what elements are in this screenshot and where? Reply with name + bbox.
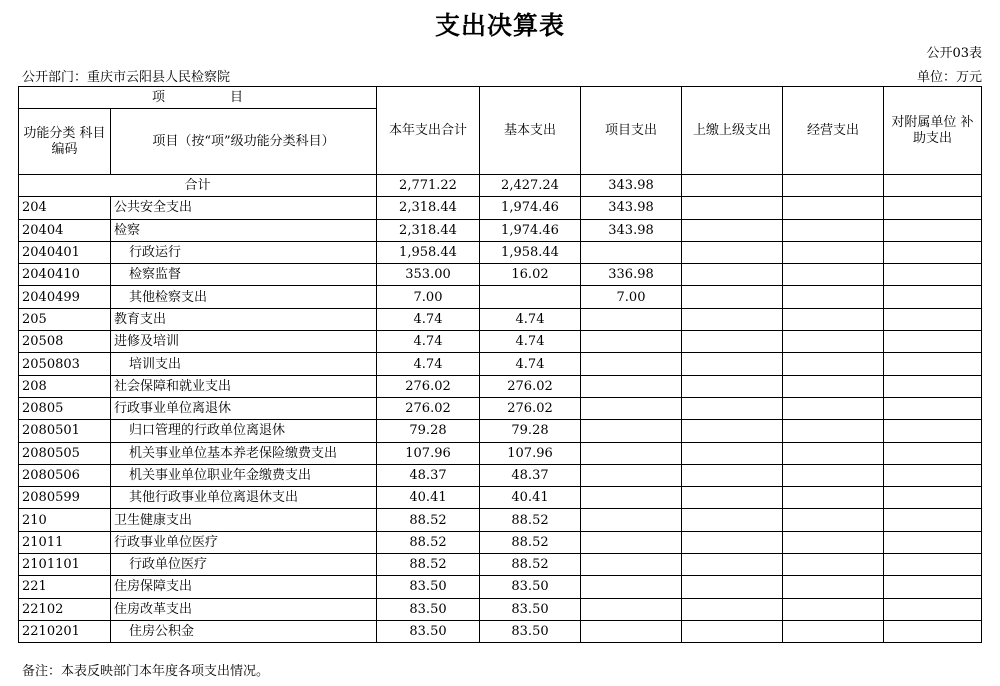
table-row <box>19 241 982 263</box>
header-upper: 上缴上级支出 <box>682 87 783 175</box>
cell-business <box>783 531 884 553</box>
cell-basic: 16.02 <box>480 264 581 286</box>
cell-upper <box>682 375 783 397</box>
cell-name: 社会保障和就业支出 <box>111 375 377 397</box>
table-row <box>19 353 982 375</box>
table-row <box>19 308 982 330</box>
cell-code: 208 <box>19 375 111 397</box>
cell-basic: 88.52 <box>480 554 581 576</box>
total-business <box>783 175 884 197</box>
cell-business <box>783 576 884 598</box>
cell-subsidy <box>884 576 982 598</box>
cell-project: 7.00 <box>581 286 682 308</box>
cell-total: 83.50 <box>377 620 480 642</box>
cell-upper <box>682 197 783 219</box>
cell-name: 进修及培训 <box>111 331 377 353</box>
cell-project <box>581 353 682 375</box>
cell-code: 204 <box>19 197 111 219</box>
cell-subsidy <box>884 219 982 241</box>
cell-code: 210 <box>19 509 111 531</box>
cell-basic: 83.50 <box>480 620 581 642</box>
cell-project <box>581 375 682 397</box>
cell-subsidy <box>884 241 982 263</box>
table-row <box>19 509 982 531</box>
header-func-name: 项目（按“项”级功能分类科目） <box>111 109 377 175</box>
cell-project <box>581 397 682 419</box>
table-row <box>19 598 982 620</box>
table-row <box>19 487 982 509</box>
cell-code: 2080599 <box>19 487 111 509</box>
cell-project <box>581 531 682 553</box>
cell-name: 检察 <box>111 219 377 241</box>
cell-business <box>783 420 884 442</box>
cell-total: 2,318.44 <box>377 219 480 241</box>
cell-name: 机关事业单位基本养老保险缴费支出 <box>111 442 377 464</box>
cell-upper <box>682 464 783 486</box>
cell-subsidy <box>884 531 982 553</box>
cell-basic: 276.02 <box>480 397 581 419</box>
cell-business <box>783 554 884 576</box>
cell-code: 2040499 <box>19 286 111 308</box>
cell-subsidy <box>884 264 982 286</box>
cell-subsidy <box>884 554 982 576</box>
cell-project: 343.98 <box>581 197 682 219</box>
cell-subsidy <box>884 331 982 353</box>
cell-basic: 4.74 <box>480 331 581 353</box>
cell-project <box>581 620 682 642</box>
table-row <box>19 531 982 553</box>
cell-total: 79.28 <box>377 420 480 442</box>
cell-business <box>783 264 884 286</box>
cell-subsidy <box>884 308 982 330</box>
cell-upper <box>682 554 783 576</box>
cell-subsidy <box>884 286 982 308</box>
cell-name: 卫生健康支出 <box>111 509 377 531</box>
header-project-exp: 项目支出 <box>581 87 682 175</box>
table-row <box>19 397 982 419</box>
cell-code: 2040410 <box>19 264 111 286</box>
header-subsidy: 对附属单位 补助支出 <box>884 87 982 175</box>
cell-business <box>783 197 884 219</box>
table-row <box>19 554 982 576</box>
cell-subsidy <box>884 620 982 642</box>
cell-name: 行政单位医疗 <box>111 554 377 576</box>
page-title: 支出决算表 <box>434 11 565 40</box>
cell-basic: 1,958.44 <box>480 241 581 263</box>
cell-subsidy <box>884 397 982 419</box>
cell-total: 4.74 <box>377 353 480 375</box>
cell-upper <box>682 420 783 442</box>
cell-basic <box>480 286 581 308</box>
cell-business <box>783 286 884 308</box>
table-row <box>19 420 982 442</box>
header-project: 项 目 <box>19 87 377 109</box>
cell-name: 行政事业单位离退休 <box>111 397 377 419</box>
header-basic: 基本支出 <box>480 87 581 175</box>
cell-business <box>783 397 884 419</box>
cell-business <box>783 308 884 330</box>
cell-business <box>783 375 884 397</box>
cell-basic: 79.28 <box>480 420 581 442</box>
cell-code: 2080506 <box>19 464 111 486</box>
cell-upper <box>682 598 783 620</box>
cell-name: 住房改革支出 <box>111 598 377 620</box>
cell-code: 221 <box>19 576 111 598</box>
cell-subsidy <box>884 598 982 620</box>
cell-name: 检察监督 <box>111 264 377 286</box>
cell-name: 培训支出 <box>111 353 377 375</box>
cell-upper <box>682 308 783 330</box>
cell-business <box>783 598 884 620</box>
cell-project <box>581 487 682 509</box>
cell-subsidy <box>884 353 982 375</box>
total-label: 合计 <box>19 175 377 197</box>
cell-total: 4.74 <box>377 331 480 353</box>
cell-business <box>783 487 884 509</box>
cell-project <box>581 331 682 353</box>
cell-project <box>581 554 682 576</box>
cell-total: 276.02 <box>377 375 480 397</box>
expenditure-table <box>18 86 982 643</box>
cell-code: 20404 <box>19 219 111 241</box>
total-subsidy <box>884 175 982 197</box>
cell-business <box>783 464 884 486</box>
table-row <box>19 219 982 241</box>
cell-total: 276.02 <box>377 397 480 419</box>
cell-business <box>783 509 884 531</box>
cell-basic: 4.74 <box>480 353 581 375</box>
cell-subsidy <box>884 464 982 486</box>
table-row <box>19 264 982 286</box>
cell-upper <box>682 286 783 308</box>
cell-project <box>581 308 682 330</box>
table-row <box>19 576 982 598</box>
cell-upper <box>682 576 783 598</box>
cell-total: 88.52 <box>377 554 480 576</box>
cell-name: 行政事业单位医疗 <box>111 531 377 553</box>
table-row <box>19 442 982 464</box>
cell-basic: 88.52 <box>480 531 581 553</box>
cell-business <box>783 353 884 375</box>
cell-subsidy <box>884 375 982 397</box>
cell-subsidy <box>884 420 982 442</box>
table-row <box>19 331 982 353</box>
cell-upper <box>682 353 783 375</box>
total-row <box>19 175 982 197</box>
cell-code: 22102 <box>19 598 111 620</box>
cell-name: 公共安全支出 <box>111 197 377 219</box>
cell-total: 107.96 <box>377 442 480 464</box>
header-business: 经营支出 <box>783 87 884 175</box>
cell-code: 2040401 <box>19 241 111 263</box>
cell-code: 20508 <box>19 331 111 353</box>
cell-upper <box>682 331 783 353</box>
cell-basic: 4.74 <box>480 308 581 330</box>
cell-total: 88.52 <box>377 531 480 553</box>
cell-upper <box>682 241 783 263</box>
cell-basic: 276.02 <box>480 375 581 397</box>
cell-subsidy <box>884 197 982 219</box>
table-row <box>19 620 982 642</box>
cell-name: 行政运行 <box>111 241 377 263</box>
cell-total: 1,958.44 <box>377 241 480 263</box>
cell-subsidy <box>884 509 982 531</box>
cell-upper <box>682 397 783 419</box>
cell-total: 2,318.44 <box>377 197 480 219</box>
cell-total: 4.74 <box>377 308 480 330</box>
cell-basic: 1,974.46 <box>480 197 581 219</box>
total-basic: 2,427.24 <box>480 175 581 197</box>
cell-upper <box>682 509 783 531</box>
cell-project: 343.98 <box>581 219 682 241</box>
cell-business <box>783 620 884 642</box>
cell-basic: 83.50 <box>480 576 581 598</box>
cell-project <box>581 442 682 464</box>
cell-name: 机关事业单位职业年金缴费支出 <box>111 464 377 486</box>
department-label: 公开部门：重庆市云阳县人民检察院 <box>22 70 231 85</box>
cell-code: 20805 <box>19 397 111 419</box>
footnote: 备注：本表反映部门本年度各项支出情况。 <box>22 664 270 679</box>
cell-upper <box>682 442 783 464</box>
cell-project: 336.98 <box>581 264 682 286</box>
table-row <box>19 464 982 486</box>
cell-upper <box>682 620 783 642</box>
cell-code: 205 <box>19 308 111 330</box>
cell-code: 2080505 <box>19 442 111 464</box>
cell-basic: 88.52 <box>480 509 581 531</box>
cell-total: 7.00 <box>377 286 480 308</box>
total-amount: 2,771.22 <box>377 175 480 197</box>
cell-name: 其他行政事业单位离退休支出 <box>111 487 377 509</box>
table-row <box>19 375 982 397</box>
cell-business <box>783 331 884 353</box>
cell-code: 2210201 <box>19 620 111 642</box>
cell-total: 83.50 <box>377 576 480 598</box>
cell-code: 21011 <box>19 531 111 553</box>
cell-name: 住房公积金 <box>111 620 377 642</box>
cell-total: 353.00 <box>377 264 480 286</box>
cell-business <box>783 442 884 464</box>
cell-name: 其他检察支出 <box>111 286 377 308</box>
cell-business <box>783 241 884 263</box>
form-code: 公开03表 <box>926 46 982 61</box>
cell-project <box>581 576 682 598</box>
total-upper <box>682 175 783 197</box>
cell-name: 归口管理的行政单位离退休 <box>111 420 377 442</box>
cell-code: 2050803 <box>19 353 111 375</box>
cell-code: 2101101 <box>19 554 111 576</box>
cell-upper <box>682 487 783 509</box>
table-row <box>19 197 982 219</box>
header-total: 本年支出合计 <box>377 87 480 175</box>
cell-basic: 48.37 <box>480 464 581 486</box>
cell-project <box>581 464 682 486</box>
cell-business <box>783 219 884 241</box>
header-func-code: 功能分类 科目编码 <box>19 109 111 175</box>
cell-name: 住房保障支出 <box>111 576 377 598</box>
cell-total: 40.41 <box>377 487 480 509</box>
cell-project <box>581 241 682 263</box>
cell-total: 48.37 <box>377 464 480 486</box>
cell-subsidy <box>884 442 982 464</box>
unit-label: 单位：万元 <box>916 70 982 85</box>
cell-code: 2080501 <box>19 420 111 442</box>
total-project: 343.98 <box>581 175 682 197</box>
cell-name: 教育支出 <box>111 308 377 330</box>
cell-subsidy <box>884 487 982 509</box>
cell-project <box>581 598 682 620</box>
cell-basic: 107.96 <box>480 442 581 464</box>
cell-project <box>581 509 682 531</box>
cell-basic: 1,974.46 <box>480 219 581 241</box>
cell-basic: 40.41 <box>480 487 581 509</box>
cell-upper <box>682 219 783 241</box>
cell-project <box>581 420 682 442</box>
cell-upper <box>682 264 783 286</box>
cell-total: 88.52 <box>377 509 480 531</box>
cell-basic: 83.50 <box>480 598 581 620</box>
table-row <box>19 286 982 308</box>
cell-total: 83.50 <box>377 598 480 620</box>
cell-upper <box>682 531 783 553</box>
